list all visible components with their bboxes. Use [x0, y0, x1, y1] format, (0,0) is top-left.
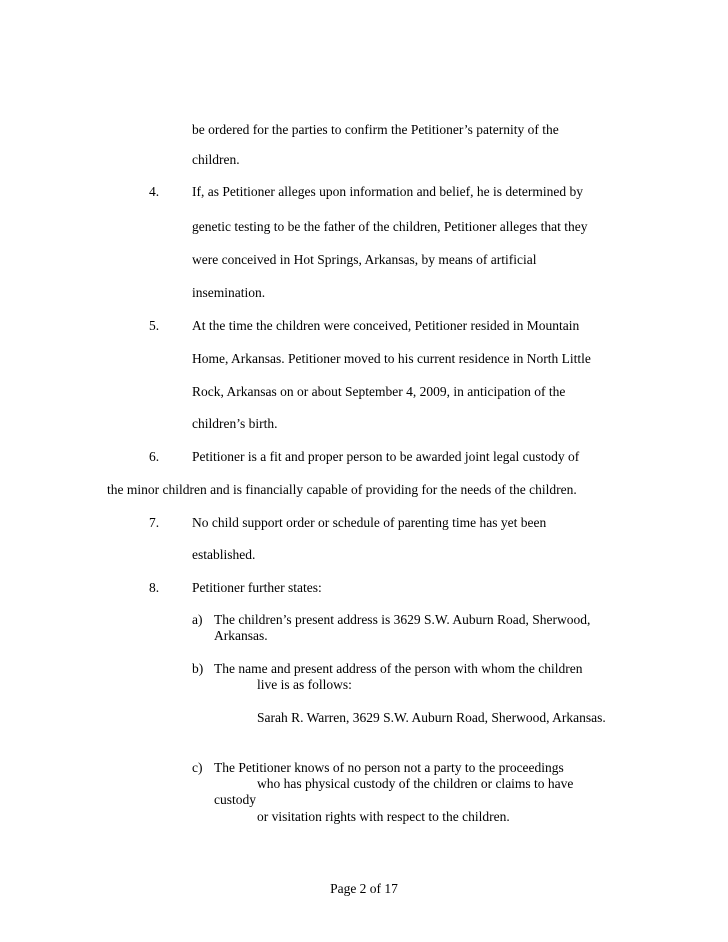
paragraph-number-4: 4.	[149, 184, 160, 199]
text-line: be ordered for the parties to confirm the Petitioner’s paternity of the	[192, 122, 559, 137]
paragraph-number-8: 8.	[149, 580, 160, 595]
text-line: No child support order or schedule of parenting time has yet been	[192, 515, 547, 530]
paragraph-number-5: 5.	[149, 318, 160, 333]
text-line: or visitation rights with respect to the children.	[257, 809, 510, 824]
text-line: Home, Arkansas. Petitioner moved to his current residence in North Little	[192, 351, 591, 366]
text-line: The children’s present address is 3629 S.W. Auburn Road, Sherwood,	[214, 612, 591, 627]
text-line: The name and present address of the person with whom the children	[214, 661, 583, 676]
text-line: The Petitioner knows of no person not a party to the proceedings	[214, 760, 564, 775]
paragraph-number-7: 7.	[149, 515, 160, 530]
text-line: custody	[214, 792, 256, 807]
text-line: Petitioner is a fit and proper person to be awarded joint legal custody of	[192, 449, 580, 464]
page-number: Page 2 of 17	[330, 881, 398, 896]
text-line: children’s birth.	[192, 416, 278, 431]
text-line: If, as Petitioner alleges upon information and belief, he is determined by	[192, 184, 584, 199]
text-line: Rock, Arkansas on or about September 4, 2009, in anticipation of the	[192, 384, 566, 399]
text-line: were conceived in Hot Springs, Arkansas, by means of artificial	[192, 252, 537, 267]
text-line: live is as follows:	[257, 677, 352, 692]
paragraph-number-6: 6.	[149, 449, 160, 464]
text-line: genetic testing to be the father of the children, Petitioner alleges that they	[192, 219, 588, 234]
list-marker-b: b)	[192, 661, 204, 676]
text-line: the minor children and is financially capable of providing for the needs of the children.	[107, 482, 577, 497]
list-marker-a: a)	[192, 612, 203, 627]
text-line: Petitioner further states:	[192, 580, 322, 595]
text-line: Arkansas.	[214, 628, 268, 643]
text-line: established.	[192, 547, 256, 562]
list-marker-c: c)	[192, 760, 203, 775]
text-line: children.	[192, 152, 240, 167]
text-line: Sarah R. Warren, 3629 S.W. Auburn Road, Sherwood, Arkansas.	[257, 710, 606, 725]
text-line: who has physical custody of the children or claims to have	[257, 776, 574, 791]
text-line: insemination.	[192, 285, 266, 300]
text-line: At the time the children were conceived, Petitioner resided in Mountain	[192, 318, 580, 333]
